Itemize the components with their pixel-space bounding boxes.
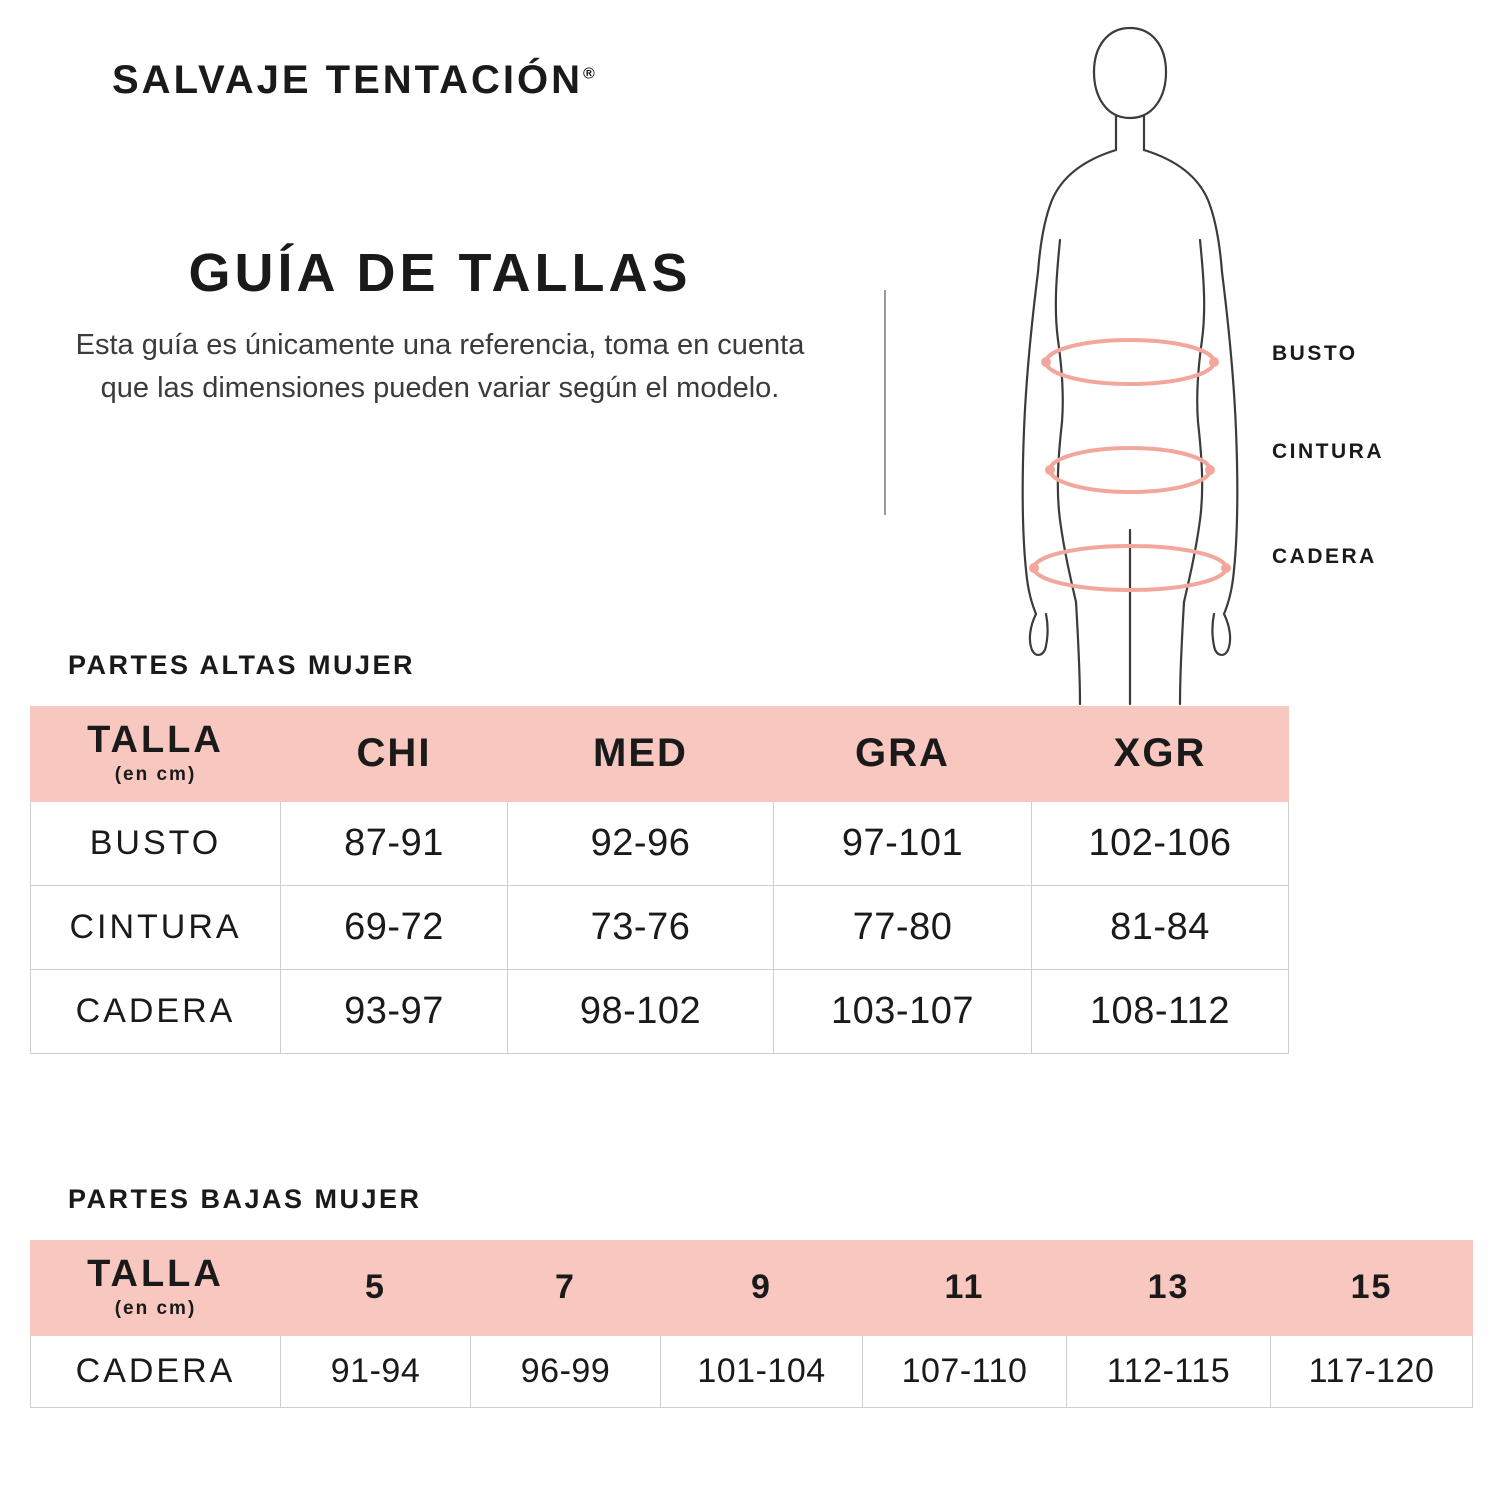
header-size-15: 15	[1271, 1241, 1473, 1336]
cell-busto-med: 92-96	[508, 801, 774, 885]
table-row	[31, 801, 1289, 885]
size-table-tops	[30, 706, 1289, 1054]
registered-mark-icon: ®	[583, 65, 595, 83]
label-cintura: CINTURA	[1272, 440, 1384, 463]
row-label-cintura: CINTURA	[31, 885, 281, 969]
row-label-cadera: CADERA	[31, 969, 281, 1053]
measurement-labels	[1272, 0, 1500, 700]
cell-cadera-9: 101-104	[661, 1335, 863, 1407]
label-cadera: CADERA	[1272, 545, 1377, 568]
table-row	[31, 1335, 1473, 1407]
table-row	[31, 969, 1289, 1053]
cell-cadera-chi: 93-97	[281, 969, 508, 1053]
header-unit-label: (en cm)	[114, 763, 197, 785]
brand-logo	[112, 58, 595, 103]
female-body-figure	[960, 10, 1300, 710]
cell-cadera-gra: 103-107	[774, 969, 1032, 1053]
table-header-row	[31, 707, 1289, 802]
cell-cadera-13: 112-115	[1067, 1335, 1271, 1407]
header-unit-label: (en cm)	[114, 1297, 197, 1319]
vertical-divider	[884, 290, 886, 515]
cell-busto-gra: 97-101	[774, 801, 1032, 885]
cell-cadera-xgr: 108-112	[1032, 969, 1289, 1053]
cell-cintura-xgr: 81-84	[1032, 885, 1289, 969]
section-caption-top: PARTES ALTAS MUJER	[68, 650, 416, 680]
section-caption-bottom: PARTES BAJAS MUJER	[68, 1184, 422, 1214]
header-size-7: 7	[471, 1241, 661, 1336]
header-talla-label: TALLA	[87, 1253, 224, 1295]
header-talla-bottom	[31, 1241, 281, 1336]
header-talla-label: TALLA	[87, 719, 224, 761]
busto-measure-line	[1046, 340, 1214, 384]
cell-cadera-11: 107-110	[863, 1335, 1067, 1407]
header-size-med: MED	[508, 707, 774, 802]
cell-cintura-gra: 77-80	[774, 885, 1032, 969]
table-row	[31, 885, 1289, 969]
size-table-bottoms	[30, 1240, 1473, 1408]
cell-cintura-chi: 69-72	[281, 885, 508, 969]
page-title: GUÍA DE TALLAS	[188, 243, 692, 303]
header-size-5: 5	[281, 1241, 471, 1336]
table-header-row	[31, 1241, 1473, 1336]
row-label-busto: BUSTO	[31, 801, 281, 885]
header-size-gra: GRA	[774, 707, 1032, 802]
intro-block	[60, 245, 820, 411]
cell-cadera-7: 96-99	[471, 1335, 661, 1407]
label-busto: BUSTO	[1272, 342, 1358, 365]
cell-busto-chi: 87-91	[281, 801, 508, 885]
row-label-cadera-bottom: CADERA	[31, 1335, 281, 1407]
intro-description: Esta guía es únicamente una referencia, toma en cuenta que las dimensiones pueden variar según el modelo.	[75, 328, 805, 405]
header-size-xgr: XGR	[1032, 707, 1289, 802]
cell-busto-xgr: 102-106	[1032, 801, 1289, 885]
header-size-11: 11	[863, 1241, 1067, 1336]
cell-cintura-med: 73-76	[508, 885, 774, 969]
header-size-13: 13	[1067, 1241, 1271, 1336]
cell-cadera-15: 117-120	[1271, 1335, 1473, 1407]
header-size-chi: CHI	[281, 707, 508, 802]
cintura-measure-line	[1050, 448, 1210, 492]
cell-cadera-med: 98-102	[508, 969, 774, 1053]
header-size-9: 9	[661, 1241, 863, 1336]
header-talla-top	[31, 707, 281, 802]
cell-cadera-5: 91-94	[281, 1335, 471, 1407]
brand-name: SALVAJE TENTACIÓN	[112, 58, 584, 102]
